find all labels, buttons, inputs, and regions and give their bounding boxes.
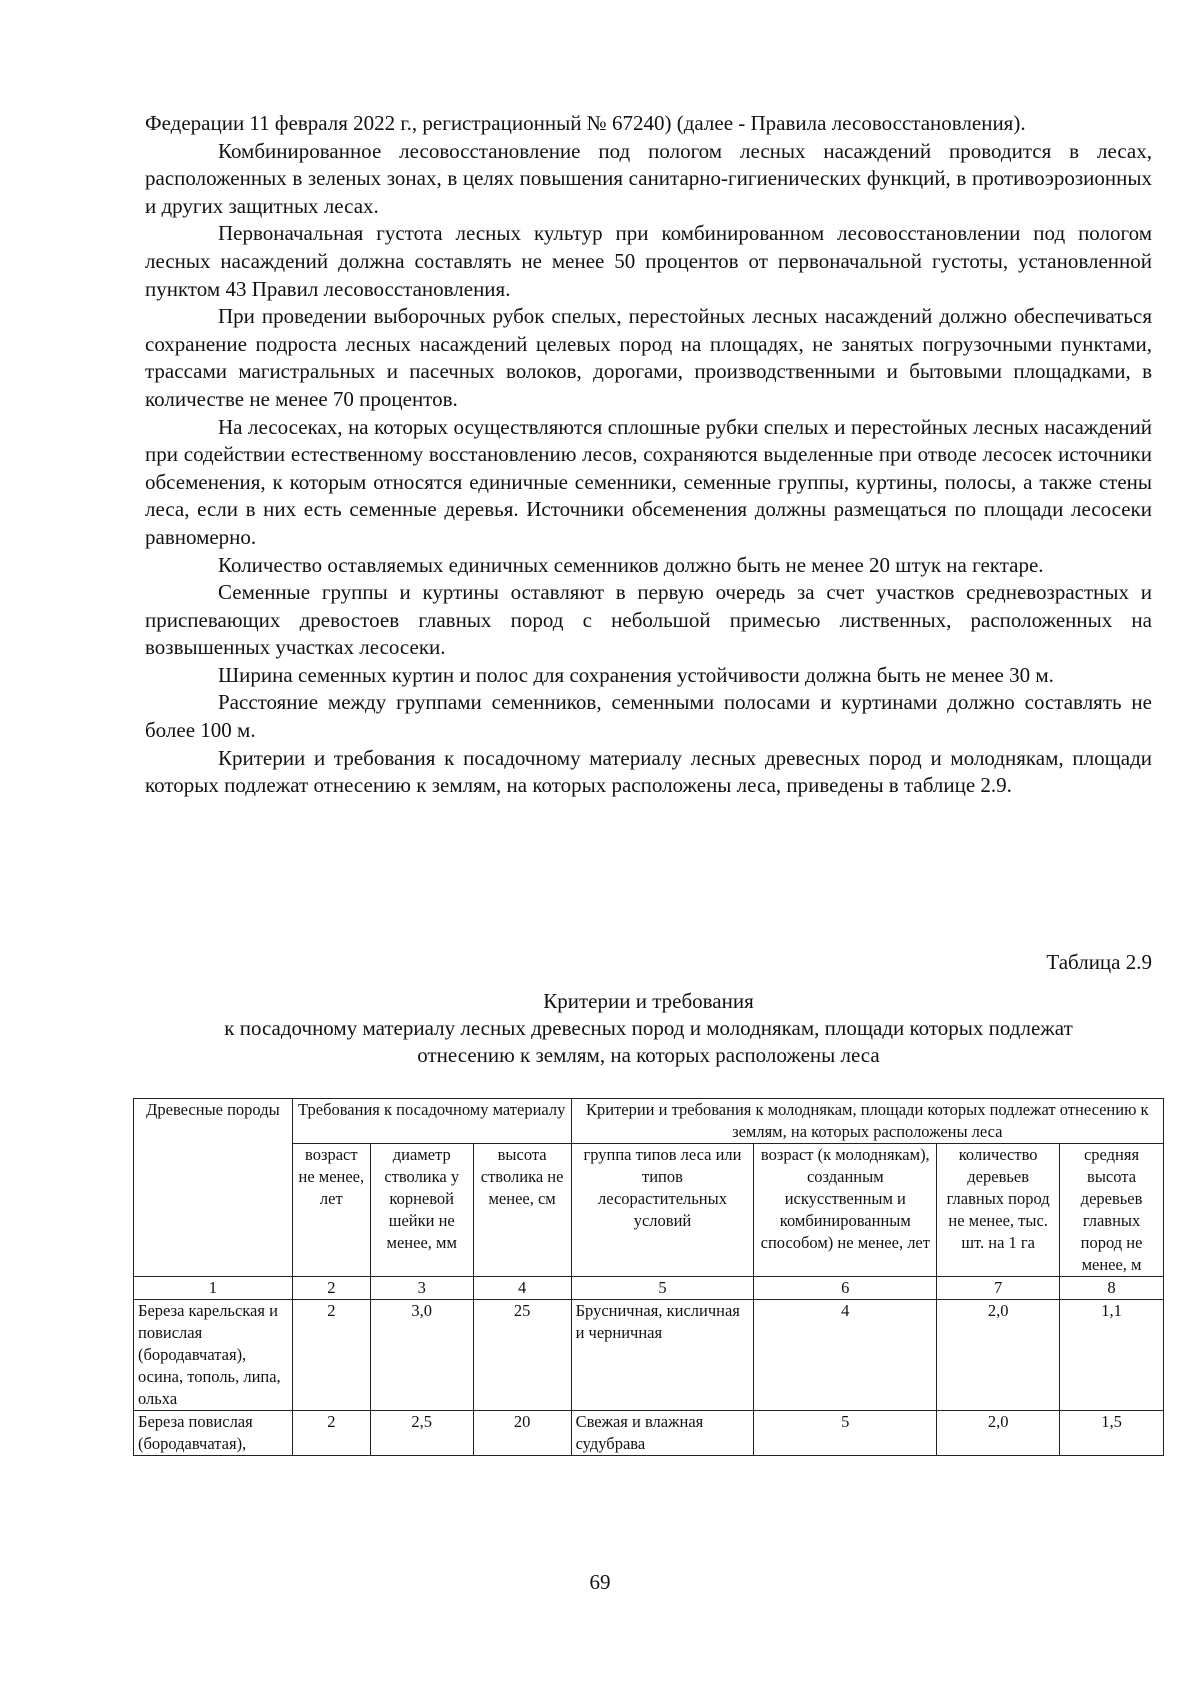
- subheader-diameter: диаметр стволика у корневой шейки не менее, мм: [370, 1144, 473, 1277]
- cell-species: Береза повислая (бородавчатая),: [134, 1411, 293, 1456]
- cell-height: 25: [473, 1300, 571, 1411]
- paragraph: Количество оставляемых единичных семенников должно быть не менее 20 штук на гектаре.: [218, 552, 1044, 577]
- column-number: 3: [370, 1277, 473, 1300]
- cell-young-age: 5: [754, 1411, 937, 1456]
- table-row: [134, 1411, 1164, 1456]
- cell-diameter: 3,0: [370, 1300, 473, 1411]
- column-number: 2: [292, 1277, 370, 1300]
- cell-diameter: 2,5: [370, 1411, 473, 1456]
- cell-tree-count: 2,0: [937, 1300, 1060, 1411]
- cell-age: 2: [292, 1300, 370, 1411]
- page-number: 69: [589, 1570, 611, 1594]
- paragraph: Семенные группы и куртины оставляют в первую очередь за счет участков средневозрастных и приспевающих древостоев главных пород с небольшой примесью лиственных, расположенных на возвышенных участках лесосеки.: [145, 580, 1152, 660]
- column-number: 8: [1060, 1277, 1164, 1300]
- column-number: 1: [134, 1277, 293, 1300]
- cell-average-height: 1,5: [1060, 1411, 1164, 1456]
- column-number: 7: [937, 1277, 1060, 1300]
- header-planting-material: Требования к посадочному материалу: [292, 1099, 571, 1144]
- column-number: 5: [571, 1277, 754, 1300]
- paragraph: Комбинированное лесовосстановление под пологом лесных насаждений проводится в лесах, расположенных в зеленых зонах, в целях повышения санитарно-гигиенических функций, в противоэрозионных и других защитных лесах.: [145, 138, 1152, 218]
- body-text: [145, 110, 1152, 800]
- subheader-forest-type: группа типов леса или типов лесорастительных условий: [571, 1144, 754, 1277]
- cell-age: 2: [292, 1411, 370, 1456]
- caption-line: Критерии и требования: [543, 989, 754, 1013]
- subheader-young-age: возраст (к молоднякам), созданным искусственным и комбинированным способом) не менее, лет: [754, 1144, 937, 1277]
- table-header-row: [134, 1099, 1164, 1144]
- cell-average-height: 1,1: [1060, 1300, 1164, 1411]
- paragraph: Расстояние между группами семенников, семенными полосами и куртинами должно составлять не более 100 м.: [145, 690, 1152, 743]
- subheader-tree-count: количество деревьев главных пород не менее, тыс. шт. на 1 га: [937, 1144, 1060, 1277]
- table-number: Таблица 2.9: [1046, 950, 1152, 974]
- cell-forest-type: Брусничная, кисличная и черничная: [571, 1300, 754, 1411]
- cell-young-age: 4: [754, 1300, 937, 1411]
- paragraph: Федерации 11 февраля 2022 г., регистрационный № 67240) (далее - Правила лесовосстановления).: [145, 111, 1026, 135]
- table-caption: [145, 988, 1152, 1069]
- caption-line: к посадочному материалу лесных древесных пород и молоднякам, площади которых подлежат: [224, 1016, 1073, 1040]
- cell-species: Береза карельская и повислая (бородавчатая), осина, тополь, липа, ольха: [134, 1300, 293, 1411]
- paragraph: Критерии и требования к посадочному материалу лесных древесных пород и молоднякам, площади которых подлежат отнесению к землям, на которых расположены леса, приведены в таблице 2.9.: [145, 745, 1152, 798]
- cell-tree-count: 2,0: [937, 1411, 1060, 1456]
- subheader-average-height: средняя высота деревьев главных пород не менее, м: [1060, 1144, 1164, 1277]
- column-number: 4: [473, 1277, 571, 1300]
- paragraph: При проведении выборочных рубок спелых, перестойных лесных насаждений должно обеспечиваться сохранение подроста лесных насаждений целевых пород на площадях, не занятых погрузочными пунктами, трассами магистральных и пасечных волоков, дорогами, производственными и бытовыми площадками, в количестве не менее 70 процентов.: [145, 304, 1152, 411]
- column-number: 6: [754, 1277, 937, 1300]
- document-page: [138, 110, 1152, 1453]
- column-number-row: [134, 1277, 1164, 1300]
- cell-height: 20: [473, 1411, 571, 1456]
- paragraph: Первоначальная густота лесных культур при комбинированном лесовосстановлении под пологом лесных насаждений должна составлять не менее 50 процентов от первоначальной густоты, установленной пунктом 43 Правил лесовосстановления.: [145, 221, 1152, 301]
- header-young-stands: Критерии и требования к молоднякам, площади которых подлежат отнесению к землям, на которых расположены леса: [571, 1099, 1163, 1144]
- subheader-height: высота стволика не менее, см: [473, 1144, 571, 1277]
- caption-line: отнесению к землям, на которых расположены леса: [417, 1043, 880, 1067]
- paragraph: Ширина семенных куртин и полос для сохранения устойчивости должна быть не менее 30 м.: [218, 662, 1054, 687]
- table-row: [134, 1300, 1164, 1411]
- subheader-age: возраст не менее, лет: [292, 1144, 370, 1277]
- cell-forest-type: Свежая и влажная судубрава: [571, 1411, 754, 1456]
- requirements-table: [133, 1098, 1164, 1456]
- paragraph: На лесосеках, на которых осуществляются сплошные рубки спелых и перестойных лесных насаждений при содействии естественному восстановлению лесов, сохраняются выделенные при отводе лесосек источники обсеменения, к которым относятся единичные семенники, семенные группы, куртины, полосы, а также стены леса, если в них есть семенные деревья. Источники обсеменения должны размещаться по площади лесосеки равномерно.: [145, 414, 1152, 549]
- header-species: Древесные породы: [134, 1099, 293, 1277]
